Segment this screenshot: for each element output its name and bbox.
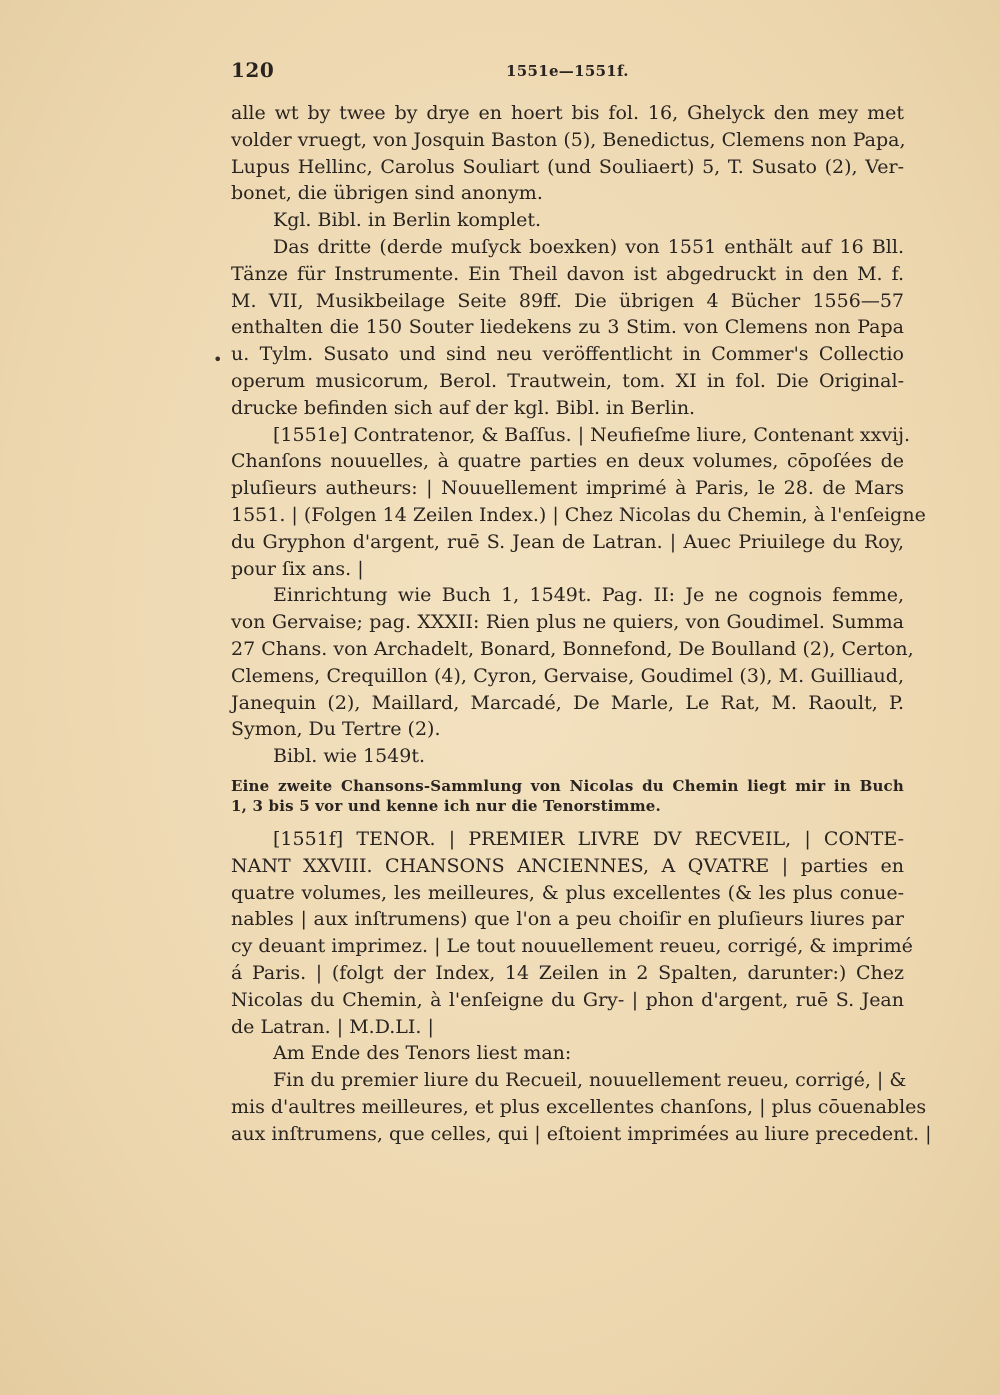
text-line: á Paris. | (folgt der Index, 14 Zeilen in 2 Spalten, darunter:) Chez: [231, 961, 904, 984]
text-line: Chanſons nouuelles, à quatre parties en deux volumes, cōpoſées de: [231, 450, 904, 473]
text-line: drucke befinden sich auf der kgl. Bibl. in Berlin.: [231, 396, 696, 419]
text-line: cy deuant imprimez. | Le tout nouuellement reueu, corrigé, & imprimé: [231, 935, 913, 958]
text-line: pour ſix ans. |: [231, 557, 364, 580]
text-line: Tänze für Instrumente. Ein Theil davon ist abgedruckt in den M. f.: [231, 262, 904, 285]
footnote-line: Eine zweite Chansons-Sammlung von Nicolas du Chemin liegt mir in Buch: [231, 776, 904, 795]
margin-mark: •: [213, 350, 223, 369]
entry-1551f: [1551f] TENOR. | PREMIER LIVRE DV RECVEIL, | CONTE-: [273, 827, 904, 850]
text-line: u. Tylm. Susato und sind neu veröffentlicht in Commer's Collectio: [231, 343, 904, 366]
text-line: de Latran. | M.D.LI. |: [231, 1015, 434, 1038]
text-line: 1551. | (Folgen 14 Zeilen Index.) | Chez Nicolas du Chemin, à l'enſeigne: [231, 503, 926, 526]
text-line: von Gervaise; pag. XXXII: Rien plus ne quiers, von Goudimel. Summa: [231, 611, 904, 634]
text-line: bonet, die übrigen sind anonym.: [231, 182, 543, 205]
text-line: Das dritte (derde muſyck boexken) von 1551 enthält auf 16 Bll.: [273, 235, 904, 258]
text-line: Nicolas du Chemin, à l'enſeigne du Gry- | phon d'argent, ruē S. Jean: [231, 988, 904, 1011]
text-line: Symon, Du Tertre (2).: [231, 718, 441, 741]
page-header: [231, 58, 904, 86]
body-text: [231, 100, 932, 1147]
text-line: Bibl. wie 1549t.: [273, 745, 426, 768]
text-line: nables | aux inſtrumens) que l'on a peu choiſir en pluſieurs liures par: [231, 908, 904, 931]
running-head: 1551e—1551f.: [506, 62, 629, 80]
text-line: Fin du premier liure du Recueil, nouuellement reueu, corrigé, | &: [273, 1069, 907, 1092]
text-line: enthalten die 150 Souter liedekens zu 3 Stim. von Clemens non Papa: [231, 316, 904, 339]
spacer: [231, 816, 904, 826]
text-line: Am Ende des Tenors liest man:: [273, 1042, 572, 1065]
text-line: volder vruegt, von Josquin Baston (5), Benedictus, Clemens non Papa,: [231, 128, 906, 151]
page-number: 120: [231, 58, 275, 82]
entry-1551e: [1551e] Contratenor, & Baſſus. | Neufieſme liure, Contenant xxvij.: [273, 423, 911, 446]
footnote-line: 1, 3 bis 5 vor und kenne ich nur die Tenorstimme.: [231, 796, 661, 815]
text-line: pluſieurs autheurs: | Nouuellement imprimé à Paris, le 28. de Mars: [231, 477, 904, 500]
text-line: aux inſtrumens, que celles, qui | eſtoient imprimées au liure precedent. |: [231, 1122, 932, 1145]
text-line: M. VII, Musikbeilage Seite 89ff. Die übrigen 4 Bücher 1556—57: [231, 289, 904, 312]
text-line: Lupus Hellinc, Carolus Souliart (und Souliaert) 5, T. Susato (2), Ver-: [231, 155, 904, 178]
text-line: Janequin (2), Maillard, Marcadé, De Marle, Le Rat, M. Raoult, P.: [231, 691, 904, 714]
text-line: Clemens, Crequillon (4), Cyron, Gervaise, Goudimel (3), M. Guilliaud,: [231, 664, 904, 687]
text-line: mis d'aultres meilleures, et plus excellentes chanſons, | plus cōuenables: [231, 1095, 927, 1118]
text-line: du Gryphon d'argent, ruē S. Jean de Latran. | Auec Priuilege du Roy,: [231, 530, 904, 553]
text-line: operum musicorum, Berol. Trautwein, tom. XI in fol. Die Original-: [231, 369, 904, 392]
text-line: NANT XXVIII. CHANSONS ANCIENNES, A QVATRE | parties en: [231, 854, 904, 877]
text-line: alle wt by twee by drye en hoert bis fol. 16, Ghelyck den mey met: [231, 102, 904, 124]
text-line: Einrichtung wie Buch 1, 1549t. Pag. II: Je ne cognois femme,: [273, 584, 904, 607]
text-line: 27 Chans. von Archadelt, Bonard, Bonnefond, De Boulland (2), Certon,: [231, 637, 914, 660]
text-line: quatre volumes, les meilleures, & plus excellentes (& les plus conue-: [231, 881, 904, 904]
text-line: Kgl. Bibl. in Berlin komplet.: [273, 209, 542, 232]
